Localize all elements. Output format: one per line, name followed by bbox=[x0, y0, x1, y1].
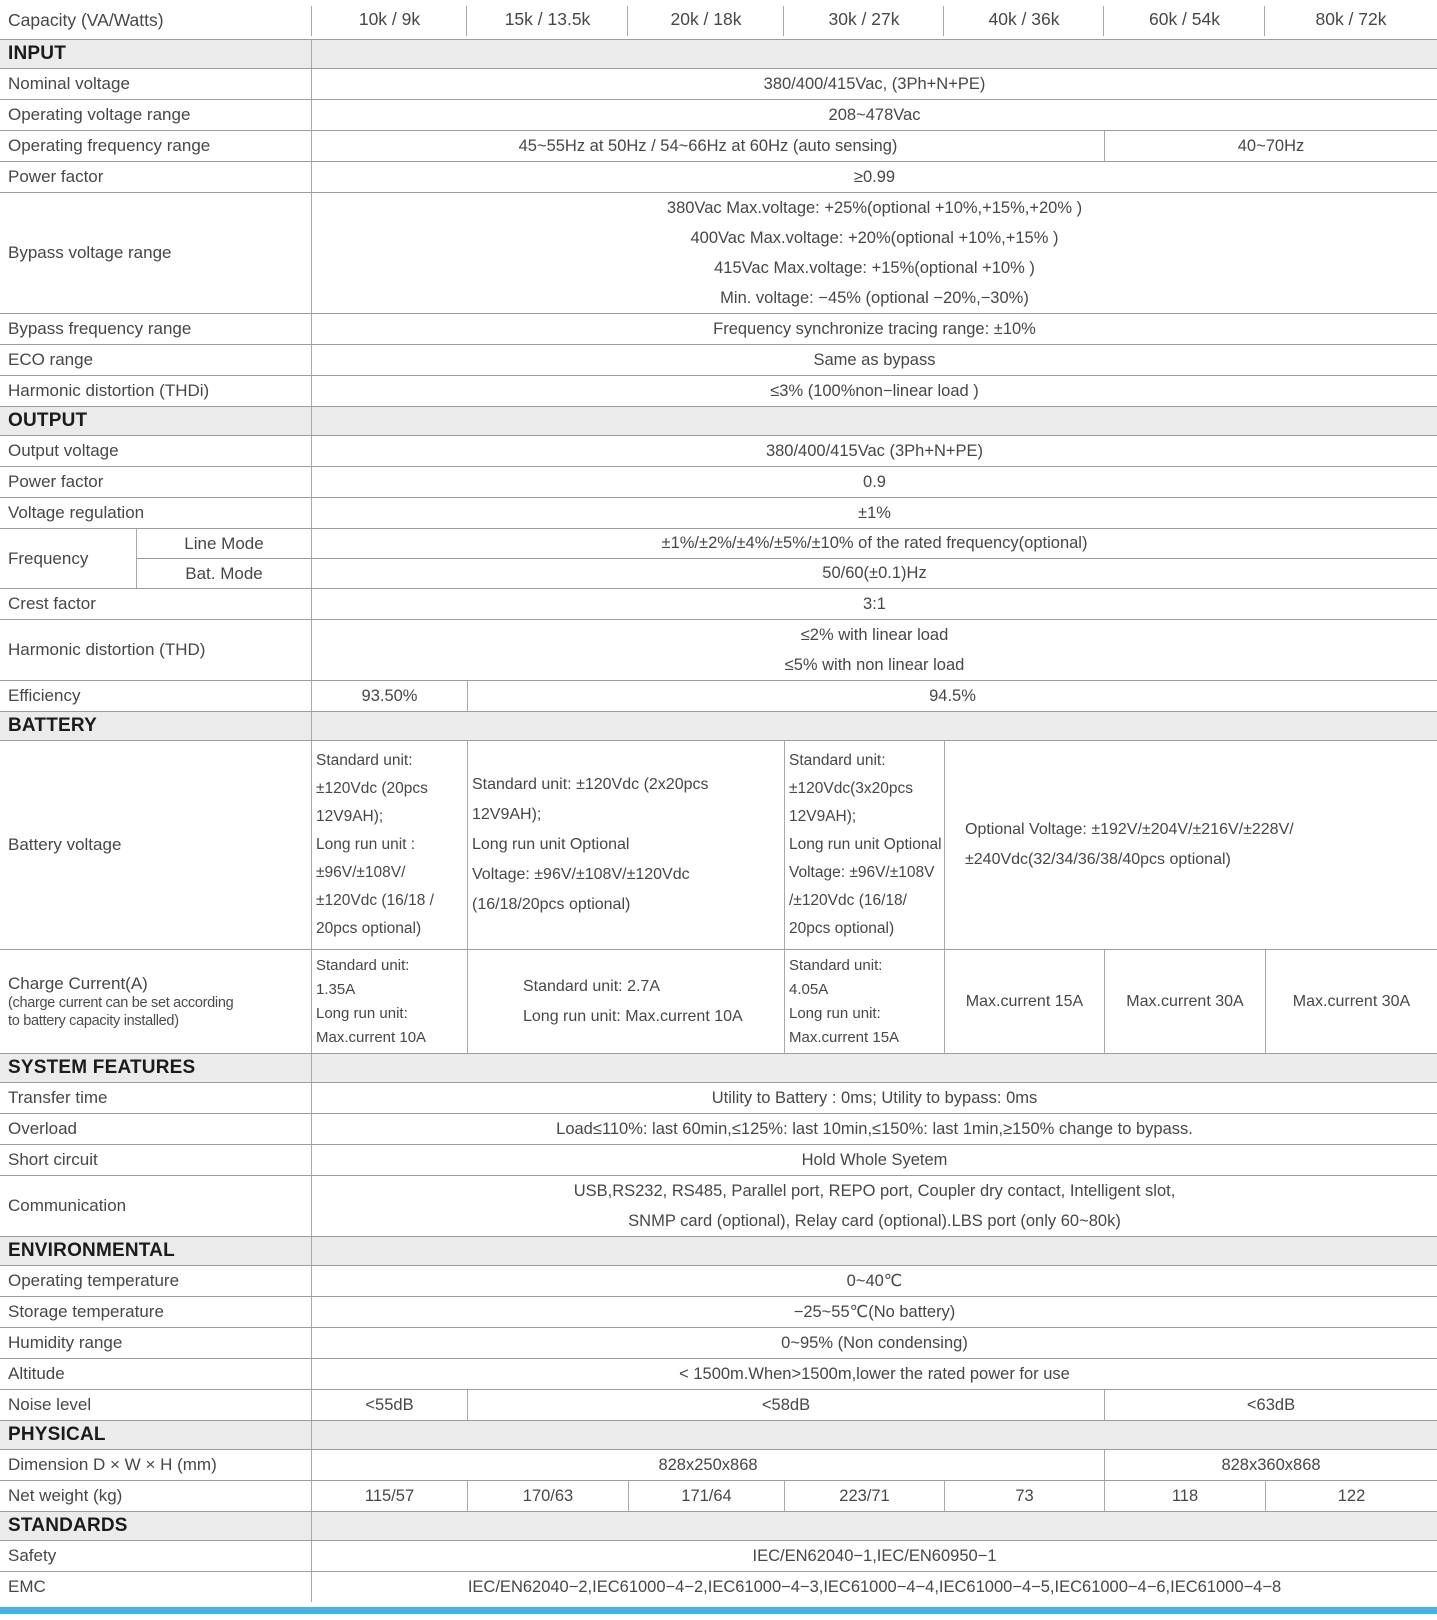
spec-value: 170/63 bbox=[522, 1487, 574, 1505]
spec-row-charge-current-a bbox=[0, 950, 1437, 1054]
spec-value: Load≤110%: last 60min,≤125%: last 10min,≤150%: last 1min,≥150% change to bypass. bbox=[556, 1120, 1193, 1138]
section-header-standards bbox=[0, 1512, 1437, 1541]
row-label bbox=[0, 193, 312, 313]
spec-row-communication bbox=[0, 1176, 1437, 1237]
row-label bbox=[0, 1359, 312, 1389]
row-label-text: Power factor bbox=[8, 472, 104, 491]
spec-cell bbox=[944, 741, 1437, 949]
spec-value: Max.current 10A bbox=[316, 1028, 427, 1046]
row-label bbox=[0, 436, 312, 466]
row-label bbox=[0, 529, 137, 588]
row-label-text: Operating voltage range bbox=[8, 105, 191, 124]
spec-value: Standard unit: bbox=[789, 752, 886, 769]
spec-value: /±120Vdc (16/18/ bbox=[789, 892, 907, 909]
spec-value: Long run unit Optional bbox=[789, 836, 942, 853]
spec-cell bbox=[784, 1481, 944, 1511]
accent-bar bbox=[0, 1607, 1437, 1614]
capacity-column-80k-72k bbox=[1265, 0, 1437, 39]
spec-cell bbox=[312, 345, 1437, 375]
row-label-text: Dimension D × W × H (mm) bbox=[8, 1455, 217, 1474]
spec-value: Standard unit: 2.7A bbox=[523, 977, 660, 995]
section-header-fill bbox=[312, 1237, 1437, 1265]
spec-value: 171/64 bbox=[681, 1487, 732, 1505]
capacity-column-text: 10k / 9k bbox=[358, 9, 421, 29]
spec-cell bbox=[312, 681, 467, 711]
spec-value: Voltage: ±96V/±108V/±120Vdc bbox=[472, 866, 690, 883]
spec-cell bbox=[467, 1481, 628, 1511]
spec-cell bbox=[467, 681, 1437, 711]
spec-value: ±1% bbox=[858, 504, 891, 522]
spec-value: USB,RS232, RS485, Parallel port, REPO port, Coupler dry contact, Intelligent slot, bbox=[573, 1182, 1176, 1200]
spec-cell bbox=[944, 1481, 1104, 1511]
spec-value: ±120Vdc (16/18 / bbox=[316, 892, 434, 909]
row-label bbox=[0, 1114, 312, 1144]
section-title-text: INPUT bbox=[8, 43, 66, 64]
spec-row-operating-temperature bbox=[0, 1266, 1437, 1297]
spec-value: 0.9 bbox=[863, 473, 886, 491]
spec-value: 118 bbox=[1171, 1487, 1199, 1505]
spec-row-harmonic-distortion-thdi bbox=[0, 376, 1437, 407]
spec-value: 380/400/415Vac, (3Ph+N+PE) bbox=[763, 75, 986, 93]
row-label bbox=[0, 1083, 312, 1113]
row-label bbox=[0, 1390, 312, 1420]
spec-value: <55dB bbox=[365, 1396, 414, 1414]
spec-cell bbox=[312, 162, 1437, 192]
row-label bbox=[0, 681, 312, 711]
spec-value: 73 bbox=[1015, 1487, 1034, 1505]
spec-value: SNMP card (optional), Relay card (optional).LBS port (only 60~80k) bbox=[628, 1212, 1121, 1230]
spec-cell bbox=[312, 69, 1437, 99]
spec-cell bbox=[312, 467, 1437, 497]
bottom-space bbox=[0, 1614, 1437, 1620]
section-title-text: ENVIRONMENTAL bbox=[8, 1240, 175, 1261]
spec-value: Hold Whole Syetem bbox=[801, 1151, 948, 1169]
spec-cell bbox=[1104, 950, 1265, 1053]
spec-row-bypass-voltage-range bbox=[0, 193, 1437, 314]
spec-row-net-weight-kg bbox=[0, 1481, 1437, 1512]
row-label-text: Nominal voltage bbox=[8, 74, 130, 93]
capacity-column-10k-9k bbox=[312, 0, 467, 39]
row-label bbox=[0, 162, 312, 192]
spec-value: ≤2% with linear load bbox=[800, 626, 949, 644]
row-label-text: Storage temperature bbox=[8, 1302, 164, 1321]
capacity-column-text: 80k / 72k bbox=[1315, 9, 1387, 29]
spec-value: Max.current 30A bbox=[1126, 992, 1244, 1010]
row-label bbox=[0, 1266, 312, 1296]
spec-value: 93.50% bbox=[361, 687, 418, 705]
spec-value: 45~55Hz at 50Hz / 54~66Hz at 60Hz (auto sensing) bbox=[518, 137, 898, 155]
spec-row-power-factor bbox=[0, 467, 1437, 498]
row-label bbox=[0, 1297, 312, 1327]
spec-value: Max.current 15A bbox=[789, 1028, 900, 1046]
row-label bbox=[0, 1145, 312, 1175]
row-label-text: Net weight (kg) bbox=[8, 1486, 123, 1505]
row-label bbox=[0, 314, 312, 344]
section-title bbox=[0, 40, 312, 68]
spec-cell bbox=[784, 950, 944, 1053]
row-label bbox=[0, 131, 312, 161]
spec-value: Standard unit: bbox=[316, 752, 413, 769]
spec-row-crest-factor bbox=[0, 589, 1437, 620]
row-label-text: Efficiency bbox=[8, 686, 81, 705]
spec-value: 20pcs optional) bbox=[789, 920, 895, 937]
spec-value: Long run unit : bbox=[316, 836, 416, 853]
spec-value: < 1500m.When>1500m,lower the rated power for use bbox=[679, 1365, 1070, 1383]
spec-row-overload bbox=[0, 1114, 1437, 1145]
spec-cell bbox=[784, 741, 944, 949]
section-title-text: PHYSICAL bbox=[8, 1424, 106, 1445]
section-header-fill bbox=[312, 1421, 1437, 1449]
spec-row-transfer-time bbox=[0, 1083, 1437, 1114]
row-label-text: Altitude bbox=[8, 1364, 65, 1383]
spec-value: 3:1 bbox=[863, 595, 886, 613]
spec-cell bbox=[312, 741, 467, 949]
spec-value: 415Vac Max.voltage: +15%(optional +10% ) bbox=[714, 259, 1035, 277]
spec-value: ≥0.99 bbox=[853, 168, 896, 186]
spec-row-storage-temperature bbox=[0, 1297, 1437, 1328]
row-label bbox=[0, 950, 312, 1053]
section-header-system-features bbox=[0, 1054, 1437, 1083]
row-sublabel-line-mode: Line Mode bbox=[137, 529, 312, 559]
section-header-output bbox=[0, 407, 1437, 436]
section-title bbox=[0, 407, 312, 435]
capacity-column-text: 60k / 54k bbox=[1148, 9, 1221, 29]
spec-cell bbox=[1265, 950, 1437, 1053]
row-label bbox=[0, 741, 312, 949]
row-label-text: Frequency bbox=[8, 548, 89, 568]
spec-cell bbox=[312, 1114, 1437, 1144]
section-title bbox=[0, 1237, 312, 1265]
row-label-text: Humidity range bbox=[8, 1333, 123, 1352]
spec-cell bbox=[312, 1541, 1437, 1571]
spec-value: Standard unit: ±120Vdc (2x20pcs bbox=[472, 776, 709, 793]
spec-cell bbox=[312, 314, 1437, 344]
capacity-header-row bbox=[0, 0, 1437, 40]
spec-row-power-factor bbox=[0, 162, 1437, 193]
spec-row-noise-level bbox=[0, 1390, 1437, 1421]
spec-value: ±1%/±2%/±4%/±5%/±10% of the rated frequency(optional) bbox=[312, 529, 1437, 559]
spec-cell bbox=[312, 1297, 1437, 1327]
row-label-text: Overload bbox=[8, 1119, 77, 1138]
row-label-text: Harmonic distortion (THDi) bbox=[8, 381, 210, 400]
row-label-text: Noise level bbox=[8, 1395, 92, 1414]
spec-cell bbox=[312, 1359, 1437, 1389]
spec-row-operating-frequency-range bbox=[0, 131, 1437, 162]
row-label-note: (charge current can be set according bbox=[8, 994, 234, 1011]
spec-cell bbox=[1104, 1481, 1265, 1511]
capacity-column-40k-36k bbox=[944, 0, 1104, 39]
row-label-text: Bypass frequency range bbox=[8, 319, 192, 338]
section-title-text: OUTPUT bbox=[8, 410, 88, 431]
capacity-column-60k-54k bbox=[1104, 0, 1265, 39]
spec-row-short-circuit bbox=[0, 1145, 1437, 1176]
spec-row-eco-range bbox=[0, 345, 1437, 376]
spec-cell bbox=[312, 436, 1437, 466]
spec-value: 828x360x868 bbox=[1221, 1456, 1321, 1474]
spec-cell bbox=[1265, 1481, 1437, 1511]
section-title bbox=[0, 1512, 312, 1540]
spec-value: 1.35A bbox=[316, 980, 356, 998]
spec-value: 208~478Vac bbox=[828, 106, 921, 124]
spec-row-safety bbox=[0, 1541, 1437, 1572]
spec-value: 380/400/415Vac (3Ph+N+PE) bbox=[765, 442, 984, 460]
capacity-column-30k-27k bbox=[784, 0, 944, 39]
spec-cell bbox=[467, 1390, 1104, 1420]
spec-cell bbox=[628, 1481, 784, 1511]
row-label-text: Safety bbox=[8, 1546, 57, 1565]
spec-value: Standard unit: bbox=[316, 956, 410, 974]
row-label bbox=[0, 376, 312, 406]
row-label-note: to battery capacity installed) bbox=[8, 1012, 179, 1029]
capacity-column-text: 15k / 13.5k bbox=[504, 9, 591, 29]
spec-row-humidity-range bbox=[0, 1328, 1437, 1359]
spec-row-frequency bbox=[0, 529, 1437, 589]
spec-value: 115/57 bbox=[364, 1487, 415, 1505]
capacity-column-text: 20k / 18k bbox=[670, 9, 742, 29]
section-header-fill bbox=[312, 40, 1437, 68]
spec-row-altitude bbox=[0, 1359, 1437, 1390]
row-label bbox=[0, 1176, 312, 1236]
spec-value: Same as bypass bbox=[813, 351, 936, 369]
spec-value: Long run unit: bbox=[789, 1004, 881, 1022]
spec-value: 0~40℃ bbox=[846, 1272, 903, 1290]
section-title bbox=[0, 712, 312, 740]
spec-cell bbox=[312, 1450, 1104, 1480]
row-label bbox=[0, 589, 312, 619]
spec-value: 20pcs optional) bbox=[316, 920, 422, 937]
spec-cell bbox=[312, 1266, 1437, 1296]
section-header-fill bbox=[312, 1054, 1437, 1082]
spec-value: Long run unit: bbox=[316, 1004, 408, 1022]
row-label bbox=[0, 69, 312, 99]
row-label-text: Communication bbox=[8, 1196, 127, 1215]
spec-row-bypass-frequency-range bbox=[0, 314, 1437, 345]
section-header-environmental bbox=[0, 1237, 1437, 1266]
spec-value: ±120Vdc (20pcs bbox=[316, 780, 428, 797]
row-label bbox=[0, 620, 312, 680]
spec-cell bbox=[312, 1572, 1437, 1602]
spec-cell bbox=[312, 1176, 1437, 1236]
spec-row-output-voltage bbox=[0, 436, 1437, 467]
spec-value: Max.current 30A bbox=[1292, 992, 1411, 1010]
section-title bbox=[0, 1421, 312, 1449]
spec-cell bbox=[312, 589, 1437, 619]
spec-value: Frequency synchronize tracing range: ±10% bbox=[713, 320, 1036, 338]
spec-value: 50/60(±0.1)Hz bbox=[822, 564, 927, 582]
spec-value: 40~70Hz bbox=[1237, 137, 1305, 155]
row-label-text: ECO range bbox=[8, 350, 94, 369]
row-label-text: Output voltage bbox=[8, 441, 119, 460]
spec-cell bbox=[312, 1481, 467, 1511]
spec-value: ≤3% (100%non−linear load ) bbox=[770, 382, 979, 400]
section-header-input bbox=[0, 40, 1437, 69]
row-label bbox=[0, 467, 312, 497]
spec-value: Min. voltage: −45% (optional −20%,−30%) bbox=[720, 289, 1029, 307]
spec-cell bbox=[312, 100, 1437, 130]
spec-value: 4.05A bbox=[789, 980, 829, 998]
row-label bbox=[0, 1541, 312, 1571]
row-label-text: Transfer time bbox=[8, 1088, 108, 1107]
spec-value: 380Vac Max.voltage: +25%(optional +10%,+15%,+20% ) bbox=[666, 199, 1083, 217]
row-label-text: Voltage regulation bbox=[8, 503, 145, 522]
section-title-text: SYSTEM FEATURES bbox=[8, 1057, 196, 1078]
spec-cell bbox=[312, 193, 1437, 313]
spec-row-operating-voltage-range bbox=[0, 100, 1437, 131]
row-label bbox=[0, 100, 312, 130]
spec-value: <58dB bbox=[761, 1396, 811, 1414]
spec-value: Long run unit: Max.current 10A bbox=[523, 1007, 743, 1025]
spec-cell bbox=[1104, 131, 1437, 161]
spec-row-efficiency bbox=[0, 681, 1437, 712]
section-header-physical bbox=[0, 1421, 1437, 1450]
spec-row-voltage-regulation bbox=[0, 498, 1437, 529]
row-label-text: Operating temperature bbox=[8, 1271, 180, 1290]
spec-value: <63dB bbox=[1246, 1396, 1296, 1414]
row-sublabel-bat-mode: Bat. Mode bbox=[137, 559, 312, 588]
section-title bbox=[0, 1054, 312, 1082]
spec-row-harmonic-distortion-thd bbox=[0, 620, 1437, 681]
capacity-column-text: 30k / 27k bbox=[828, 9, 900, 29]
spec-cell bbox=[312, 1145, 1437, 1175]
capacity-label-text: Capacity (VA/Watts) bbox=[8, 9, 164, 30]
row-label bbox=[0, 1450, 312, 1480]
row-label bbox=[0, 498, 312, 528]
capacity-column-20k-18k bbox=[628, 0, 784, 39]
spec-row-emc bbox=[0, 1572, 1437, 1602]
spec-value: 12V9AH); bbox=[789, 808, 857, 825]
spec-value: IEC/EN62040−2,IEC61000−4−2,IEC61000−4−3,IEC61000−4−4,IEC61000−4−5,IEC61000−4−6,IEC61000−4−8 bbox=[467, 1578, 1282, 1596]
row-label-text: Harmonic distortion (THD) bbox=[8, 640, 206, 659]
spec-value: 94.5% bbox=[929, 687, 976, 705]
spec-value: 12V9AH); bbox=[472, 806, 542, 823]
spec-row-nominal-voltage bbox=[0, 69, 1437, 100]
spec-value: Utility to Battery : 0ms; Utility to bypass: 0ms bbox=[711, 1089, 1038, 1107]
spec-cell bbox=[312, 376, 1437, 406]
spec-row-battery-voltage bbox=[0, 741, 1437, 950]
row-label-text: Crest factor bbox=[8, 594, 96, 613]
capacity-column-text: 40k / 36k bbox=[988, 9, 1060, 29]
spec-value: IEC/EN62040−1,IEC/EN60950−1 bbox=[752, 1547, 997, 1565]
spec-value: Long run unit Optional bbox=[472, 836, 630, 853]
row-label-text: Power factor bbox=[8, 167, 104, 186]
spec-value: 223/71 bbox=[839, 1487, 890, 1505]
spec-value: 400Vac Max.voltage: +20%(optional +10%,+15% ) bbox=[690, 229, 1059, 247]
spec-cell bbox=[312, 131, 1104, 161]
row-label bbox=[0, 1328, 312, 1358]
spec-value: 828x250x868 bbox=[658, 1456, 758, 1474]
spec-cell bbox=[467, 950, 784, 1053]
spec-cell bbox=[1104, 1450, 1437, 1480]
row-label-text: EMC bbox=[8, 1577, 46, 1596]
row-label-text: Battery voltage bbox=[8, 835, 122, 854]
row-label-text: Operating frequency range bbox=[8, 136, 211, 155]
capacity-column-15k-13-5k bbox=[467, 0, 628, 39]
row-label bbox=[0, 1481, 312, 1511]
spec-value: −25~55℃(No battery) bbox=[793, 1303, 956, 1321]
capacity-label bbox=[0, 0, 312, 39]
spec-value: 122 bbox=[1337, 1487, 1366, 1505]
spec-cell bbox=[312, 498, 1437, 528]
row-label-text: Short circuit bbox=[8, 1150, 98, 1169]
row-label-text: Charge Current(A) bbox=[8, 973, 148, 993]
spec-row-dimension-d-w-h-mm bbox=[0, 1450, 1437, 1481]
row-label bbox=[0, 345, 312, 375]
spec-value: 0~95% (Non condensing) bbox=[781, 1334, 968, 1352]
spec-cell bbox=[312, 1390, 467, 1420]
spec-value: ±240Vdc(32/34/36/38/40pcs optional) bbox=[965, 851, 1231, 868]
section-header-fill bbox=[312, 1512, 1437, 1540]
section-header-battery bbox=[0, 712, 1437, 741]
spec-value: ±120Vdc(3x20pcs bbox=[789, 780, 913, 797]
spec-value: (16/18/20pcs optional) bbox=[472, 896, 631, 913]
spec-value: Max.current 15A bbox=[965, 992, 1084, 1010]
section-header-fill bbox=[312, 407, 1437, 435]
spec-cell bbox=[944, 950, 1104, 1053]
spec-value: 12V9AH); bbox=[316, 808, 384, 825]
row-label bbox=[0, 1572, 312, 1602]
section-title-text: BATTERY bbox=[8, 715, 98, 736]
spec-cell bbox=[312, 620, 1437, 680]
spec-cell bbox=[312, 1083, 1437, 1113]
spec-cell bbox=[312, 950, 467, 1053]
spec-cell bbox=[312, 1328, 1437, 1358]
spec-value: ±96V/±108V/ bbox=[316, 864, 406, 881]
spec-value: Voltage: ±96V/±108V bbox=[789, 864, 935, 881]
spec-cell bbox=[1104, 1390, 1437, 1420]
spec-value: Optional Voltage: ±192V/±204V/±216V/±228V/ bbox=[965, 821, 1294, 838]
section-header-fill bbox=[312, 712, 1437, 740]
section-title-text: STANDARDS bbox=[8, 1515, 128, 1536]
spec-cell bbox=[467, 741, 784, 949]
row-label-text: Bypass voltage range bbox=[8, 243, 172, 262]
spec-value: Standard unit: bbox=[789, 956, 883, 974]
spec-value: ≤5% with non linear load bbox=[784, 656, 965, 674]
